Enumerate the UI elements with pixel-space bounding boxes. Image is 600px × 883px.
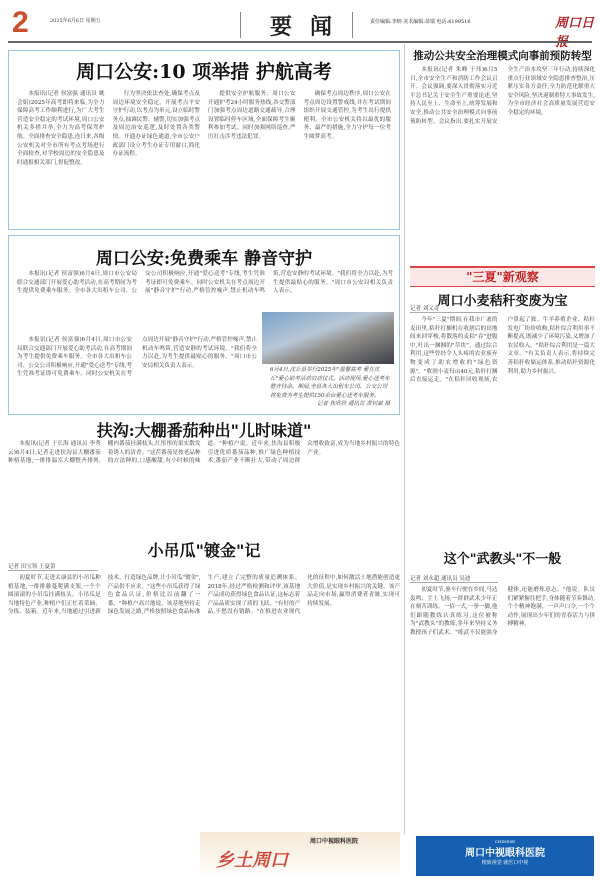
article-police-gaokao <box>8 50 400 230</box>
photo-credit: 记者 焦欣欣 通讯员 黄钊斌 摄 <box>317 401 390 407</box>
photo-caption <box>270 366 390 409</box>
article-tomato-text: 本报讯(记者 于长海 通讯员 李秀云)6月4日,记者走进扶沟县大棚番茄种植基地,一排排温室大棚整齐排列,棚内番茄挂满枝头,红彤彤的果实散发着诱人的清香。"这茬番茄是按老品种的方法种的,口感酸甜,有小时候的味道。"种植户说。近年来,扶沟县积极引进优质番茄品种,推广绿色种植技术,番茄产业不断壮大,带动了周边群众增收致富,成为当地乡村振兴的特色产业。 <box>8 441 400 465</box>
photo-send-off-ceremony <box>262 312 394 364</box>
headline-tomato: 扶沟:大棚番茄种出"儿时味道" <box>96 421 312 440</box>
column-divider <box>404 44 405 834</box>
issue-date: 2025年6月6日 星期五 <box>50 18 101 24</box>
header-rule <box>8 41 592 43</box>
headline-martial-coach: 这个"武教头"不一般 <box>443 552 562 567</box>
divider <box>352 12 353 38</box>
ad-slogan: 精致视觉 就医口中视 <box>481 860 529 866</box>
editors-info: 责任编辑:李纳 美术编辑:苗瑞 电话:6199516 <box>370 19 471 25</box>
column-logo: 乡土周口 <box>216 850 288 871</box>
article-martial-coach-text: 初夏时节,驱车行驶在乡间,马达轰鸣、尘土飞扬,一群群武术少年正在刻苦训练。一招一式,一拳一脚,他们跟随教练认真练习,这位被称为"武教头"的教练,多年来坚持义务教授孩子们武术。"练武不仅能强身健体,还能磨炼意志。"他说。队员们紧紧握住把手,身体随着节奏舞动,个个精神饱满。一声声口令,一个个动作,展现出少年们的青春活力与拼搏精神。 <box>410 587 595 636</box>
masthead-logo: 周口日 <box>555 16 595 31</box>
article-text: 本报讯(记者 侯富强)6月4日,周口市公安局联合交通部门开展爱心助考活动,在高考期间为考生提供免费乘车服务。全市各大出租车公司、公交公司积极响应,开通"爱心送考"专线,考生凭准考证即可免费乘车。同时公安机关在考点周边开展"静音守护"行动,严格管控噪声,禁止机动车鸣笛,营造安静的考试环境。"我们将全力以赴,为考生提供最贴心的服务。"周口市公安局相关负责人表示。 <box>17 271 393 295</box>
headline-straw: 周口小麦秸秆变废为宝 <box>437 294 568 309</box>
headline-public-safety: 推动公共安全治理模式向事前预防转型 <box>413 50 592 62</box>
article-straw-text: 今年"三夏"期间,在我市广袤的麦田里,秸秆打捆机在收割后的田地间来回穿梭,将散落的麦秸"吞"进腹中,吐出一捆捆的"草块"。通过综合利用,这些曾经令人头疼的农业废弃物变成了助农增收的"绿色资源"。"收割小麦每亩40元,秸秆打捆后直接运走。"在秸秆回收现场,农户算起了账。牛羊养殖企业、秸秆发电厂纷纷收购,秸秆综合利用率不断提高,既减少了环境污染,又增加了农民收入。"秸秆综合利用是一篇大文章。"有关负责人表示,将持续完善秸秆收储运体系,推动秸秆资源化利用,助力乡村振兴。 <box>410 317 595 384</box>
section-banner: "三夏"新观察 <box>410 266 595 287</box>
article-text: 本报讯(记者 侯富强)6月4日,周口市公安局联合交通部门开展爱心助考活动,在高考期间为考生提供免费乘车服务。全市各大出租车公司、公交公司积极响应,开通"爱心送考"专线,考生凭准考证即可免费乘车。同时公安机关在考点周边开展"静音守护"行动,严格管控噪声,禁止机动车鸣笛,营造安静的考试环境。"我们将全力以赴,为考生提供最贴心的服务。"周口市公安局相关负责人表示。 <box>17 337 257 378</box>
headline: 周口公安:免费乘车 静音守护 <box>95 249 313 269</box>
article-text: 本报讯(记者 侯富强 通讯员 姚会娟)2025年高考即将来临,为全力保障高考工作顺利进行,为广大考生营造安全稳定的考试环境,周口公安机关多措并举,全力为高考保驾护航。全面排查安全隐患,连日来,各级公安机关对全市所有考点考场进行全面检查,对学校周边的安全隐患及时通报相关部门,督促整改。 <box>17 91 105 166</box>
ad-sub: CHINESE <box>494 839 516 844</box>
ad-title: 周口中视眼科医院 <box>465 848 545 859</box>
section-title: 要闻 <box>270 14 351 40</box>
article-public-safety-text: 本报讯(记者 朱峰 于伟)6月5日,全市安全生产和消防工作会议召开。会议强调,要深入贯彻落实习近平总书记关于安全生产重要论述,坚持人民至上、生命至上,统筹发展和安全,推动公共安全治理模式向事前预防转型。会议指出,要扎实开展安全生产治本攻坚三年行动,持续深化重点行业领域安全隐患排查整治,压紧压实各方责任,全力防范化解重大安全风险,坚决遏制重特大事故发生,为全市经济社会高质量发展营造安全稳定的环境。 <box>410 67 595 125</box>
byline: 记者 刘义奇 <box>410 304 498 313</box>
byline: 记者 刘永超 通讯员 吴迪 <box>410 574 498 583</box>
hospital-ad <box>416 836 594 876</box>
headline: 周口公安:10 项举措 护航高考 <box>76 61 332 83</box>
article-text: 行为坚决依法查处,确保考点及周边环境安全稳定。开展考点平安守护行动,以考点为单元,设立临时警务点,抽调民警、辅警,切实加强考点及周边治安巡逻,及时处置各类警情。开通办证绿色通道,全市公安户政部门设立考生办证专用窗口,简化办证流程。 <box>112 91 200 158</box>
page-number: 2 <box>12 6 29 39</box>
byline: 记者 田宝领 王夏蕾 <box>8 562 98 571</box>
divider <box>240 12 241 38</box>
article-text: 提供安全护航服务。周口公安开通护考24小时服务热线,各交警部门加强考点周边道路交通疏导,合理设置临时停车区域,全面保障考生顺利参加考试。同时加强网络巡查,严厉打击涉考违法犯罪。 <box>208 91 296 140</box>
article-text: 确保考点周边秩序,周口公安在考点周边设置警戒线,并在考试期间组织开展交通管控,为考生出行提供便利。全市公安机关将以最优的服务、最严的措施,全力守护每一位考生圆梦高考。 <box>303 91 391 140</box>
headline-melon: 小吊瓜"镀金"记 <box>147 541 261 560</box>
sponsor-name: 周口中视眼科医院 <box>310 838 359 845</box>
caption-text: 6月4日,沈丘县举行2025年"温馨高考 爱在沈丘"爱心助考活动启动仪式。活动现场,爱心送考车整齐待命。期间,全县各大出租车公司、公交公司将免费为考生提供150余台爱心送考车服务。 <box>270 367 390 399</box>
article-melon-text: 初夏时节,走进太康县的小吊瓜种植基地,一排排藤蔓爬满支架,一个个圆滚滚的小吊瓜挂满枝头。小吊瓜是当地特色产业,种植户们正忙着采摘、分拣、装箱。近年来,当地通过引进新技术、打造绿色品牌,让小吊瓜"镀金",产品供不应求。"这些小吊瓜获得了绿色食品认证,价格比以前翻了一番。"种植户高兴地说。该基地坚持走绿色发展之路,严格按照绿色食品标准生产,建立了完整的质量追溯体系。2018年,经过严格检测和评审,该基地产品成功获得绿色食品认证,这标志着产品品质实现了质的飞跃。"有好的产品,不愁没有销路。"在推进农业现代化的征程中,如何激活土地潜能创造更大价值,是实现乡村振兴的关键。该产品走向市场,赢得消费者青睐,实现可持续发展。 <box>8 575 400 616</box>
column-banner <box>200 832 400 880</box>
